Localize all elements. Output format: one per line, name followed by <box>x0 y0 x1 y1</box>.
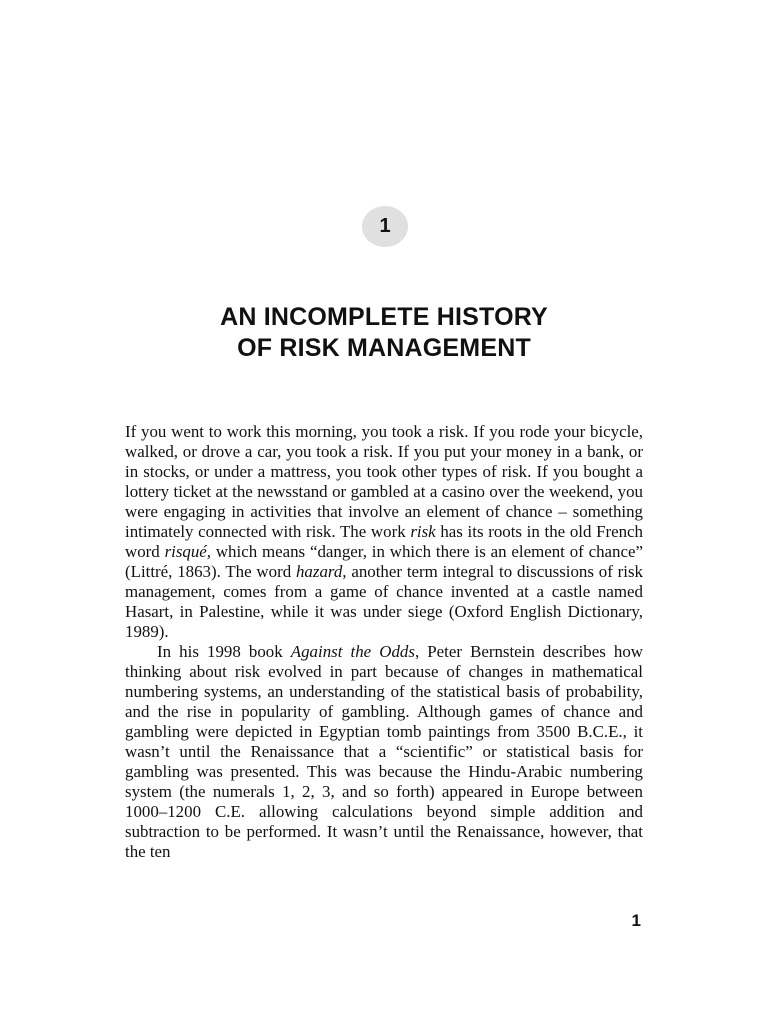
paragraph-1-text-1: If you went to work this morning, you took a risk. If you rode your bicycle, walked, or drove a car, you took a risk. If you put your money in a bank, or in stocks, or under a mattress, you took other types of risk. If you bought a lottery ticket at the newsstand or gambled at a casino over the weekend, you were engaging in activities that involve an element of chance – something intimately connected with risk. The work <box>125 422 643 541</box>
paragraph-1-text-2: has its roots in the old French word <box>125 522 643 561</box>
paragraph-2-italic-book-title: Against the Odds <box>290 642 415 661</box>
chapter-title-line-2: OF RISK MANAGEMENT <box>237 334 531 362</box>
paragraph-1-italic-hazard: hazard, <box>295 562 347 581</box>
paragraph-2-text-2: , Peter Bernstein describes how thinking about risk evolved in part because of changes in mathematical numbering systems, an understanding of the statistical basis of probability, and the rise in popularity of gambling. Although games of chance and gambling were depicted in Egyptian tomb paintings from 3500 B.C.E., it wasn’t until the Renaissance that a “scientific” or statistical basis for gambling was presented. This was because the Hindu-Arabic numbering system (the numerals 1, 2, 3, and so forth) appeared in Europe between 1000–1200 C.E. allowing calculations beyond simple addition and subtraction to be performed. It wasn’t until the Renaissance, however, that the ten <box>125 642 643 861</box>
paragraph-1-text-4: another term integral to discussions of risk management, comes from a game of chance invented at a castle named Hasart, in Palestine, while it was under siege (Oxford English Dictionary, 1989). <box>125 562 643 641</box>
chapter-title <box>0 302 768 364</box>
paragraph-1 <box>125 422 643 642</box>
paragraph-1-text-3: which means “danger, in which there is an element of chance” (Littré, 1863). The word <box>125 542 643 581</box>
body-text <box>125 422 643 862</box>
chapter-number: 1 <box>379 215 391 237</box>
paragraph-1-italic-risk: risk <box>410 522 436 541</box>
paragraph-1-italic-risque: risqué, <box>164 542 212 561</box>
chapter-title-line-1: AN INCOMPLETE HISTORY <box>220 303 548 331</box>
chapter-number-badge <box>362 206 408 247</box>
page-number: 1 <box>631 911 641 930</box>
paragraph-2 <box>125 642 643 862</box>
paragraph-2-text-1: In his 1998 book <box>157 642 291 661</box>
